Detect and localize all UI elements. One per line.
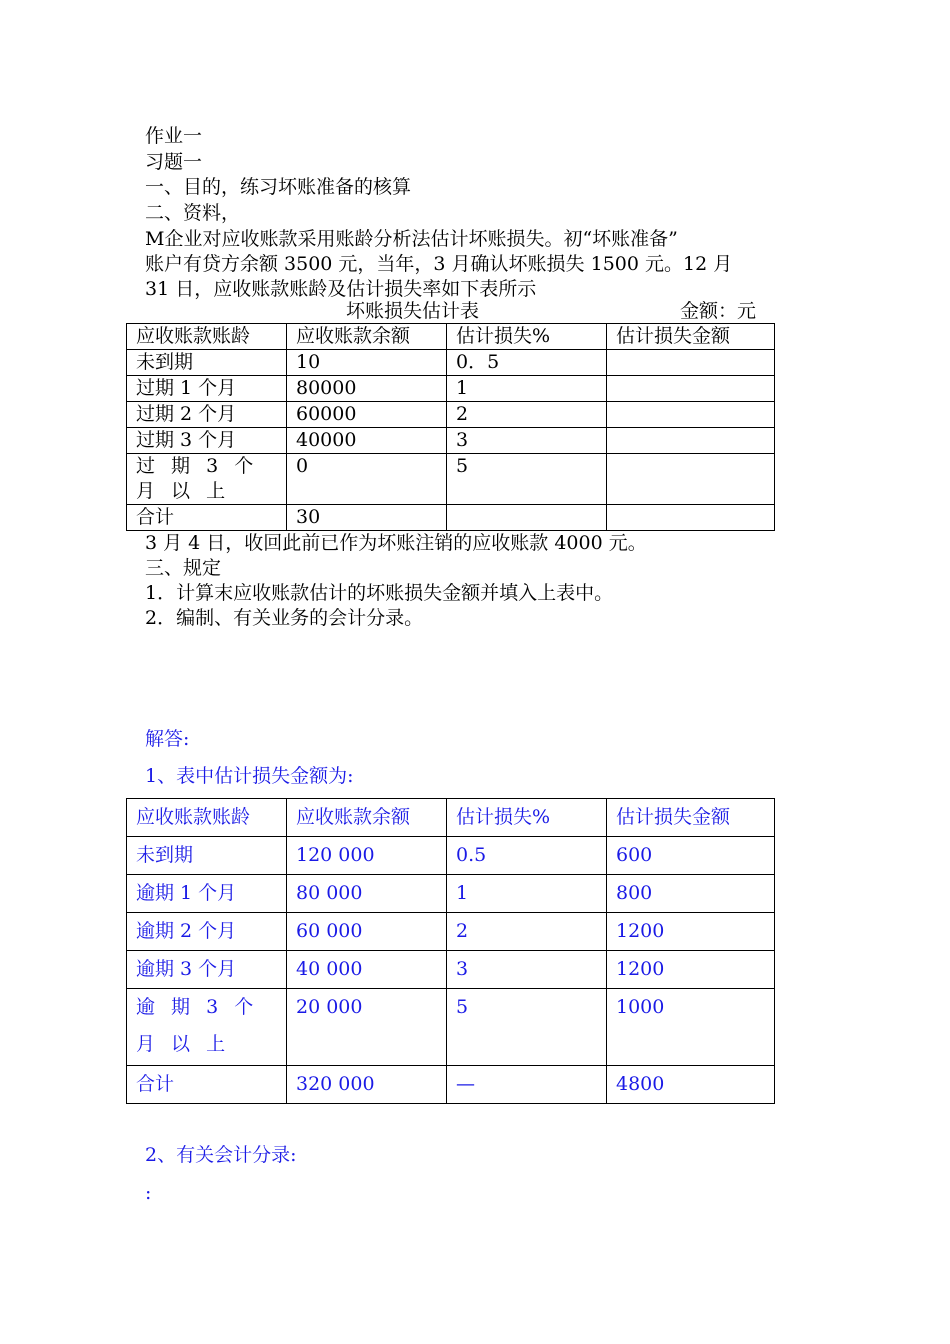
table-row [127, 837, 775, 875]
table-cell: 320 000 [287, 1066, 447, 1104]
table-row [127, 951, 775, 989]
answer-q2: 2、有关会计分录: [145, 1144, 297, 1166]
table-cell: 1200 [607, 913, 775, 951]
table-cell: 过 期 3 个 月 以 上 [127, 454, 287, 505]
table-cell: 40 000 [287, 951, 447, 989]
table-cell: 0.5 [447, 837, 607, 875]
table-cell: 10 [287, 350, 447, 376]
table-cell: 80000 [287, 376, 447, 402]
table-cell: 过期 3 个月 [127, 428, 287, 454]
table-cell: 逾 期 3 个 月 以 上 [127, 989, 287, 1066]
table-cell: 3 [447, 951, 607, 989]
after-line-4: 2．编制、有关业务的会计分录。 [145, 607, 424, 629]
table-cell [447, 505, 607, 531]
header-cell: 应收账款余额 [287, 799, 447, 837]
table-cell [607, 350, 775, 376]
after-line-2: 三、规定 [145, 557, 222, 579]
table-cell: — [447, 1066, 607, 1104]
table-cell: 1 [447, 376, 607, 402]
table-header-row [127, 799, 775, 837]
table-cell: 过期 2 个月 [127, 402, 287, 428]
table-cell: 2 [447, 402, 607, 428]
table-cell [607, 505, 775, 531]
table-cell: 2 [447, 913, 607, 951]
table-cell: 未到期 [127, 350, 287, 376]
answer-table [126, 798, 775, 1104]
doc-para-2: 账户有贷方余额 3500 元，当年，3 月确认坏账损失 1500 元。12 月 [145, 253, 733, 275]
table-cell: 800 [607, 875, 775, 913]
table-cell: 80 000 [287, 875, 447, 913]
table-cell: 5 [447, 989, 607, 1066]
table-cell [607, 376, 775, 402]
after-line-3: 1．计算末应收账款估计的坏账损失金额并填入上表中。 [145, 582, 614, 604]
doc-line-3: 一、目的，练习坏账准备的核算 [145, 176, 412, 198]
table-cell: 过期 1 个月 [127, 376, 287, 402]
header-cell: 应收账款账龄 [127, 324, 287, 350]
table-cell: 30 [287, 505, 447, 531]
table-cell: 1000 [607, 989, 775, 1066]
table-cell: 未到期 [127, 837, 287, 875]
after-line-1: 3 月 4 日，收回此前已作为坏账注销的应收账款 4000 元。 [145, 532, 647, 554]
table-cell: 600 [607, 837, 775, 875]
table-unit: 金额：元 [680, 300, 757, 322]
table-cell: 4800 [607, 1066, 775, 1104]
table-cell: 1 [447, 875, 607, 913]
table-cell: 3 [447, 428, 607, 454]
table-cell: 20 000 [287, 989, 447, 1066]
header-cell: 估计损失% [447, 799, 607, 837]
answer-title: 解答: [145, 728, 190, 750]
table-cell: 60000 [287, 402, 447, 428]
table-cell: 逾期 2 个月 [127, 913, 287, 951]
header-cell: 估计损失金额 [607, 799, 775, 837]
table-row [127, 505, 775, 531]
table-cell [607, 454, 775, 505]
table-row [127, 1066, 775, 1104]
table-cell: 1200 [607, 951, 775, 989]
doc-line-4: 二、资料， [145, 202, 241, 224]
doc-line-2: 习题一 [145, 151, 203, 173]
header-cell: 估计损失金额 [607, 324, 775, 350]
table-cell: 5 [447, 454, 607, 505]
table-cell: 0．5 [447, 350, 607, 376]
table-row [127, 402, 775, 428]
table-header-row [127, 324, 775, 350]
table-row [127, 913, 775, 951]
table-cell: 0 [287, 454, 447, 505]
table-row [127, 428, 775, 454]
loss-estimate-table [126, 323, 775, 531]
header-cell: 应收账款账龄 [127, 799, 287, 837]
table-cell: 合计 [127, 1066, 287, 1104]
table-cell: 40000 [287, 428, 447, 454]
table-cell: 逾期 1 个月 [127, 875, 287, 913]
table-row [127, 989, 775, 1066]
doc-para-1: M企业对应收账款采用账龄分析法估计坏账损失。初“坏账准备” [145, 228, 678, 250]
table-cell [607, 428, 775, 454]
doc-para-3: 31 日，应收账款账龄及估计损失率如下表所示 [145, 278, 537, 300]
table-row [127, 454, 775, 505]
table-cell: 60 000 [287, 913, 447, 951]
answer-colon: : [145, 1182, 152, 1204]
table-title: 坏账损失估计表 [346, 300, 480, 322]
table-cell: 逾期 3 个月 [127, 951, 287, 989]
table-row [127, 376, 775, 402]
table-cell: 合计 [127, 505, 287, 531]
answer-q1: 1、表中估计损失金额为: [145, 765, 354, 787]
header-cell: 估计损失% [447, 324, 607, 350]
table-row [127, 875, 775, 913]
doc-line-1: 作业一 [145, 125, 203, 147]
table-cell [607, 402, 775, 428]
header-cell: 应收账款余额 [287, 324, 447, 350]
table-row [127, 350, 775, 376]
table-cell: 120 000 [287, 837, 447, 875]
